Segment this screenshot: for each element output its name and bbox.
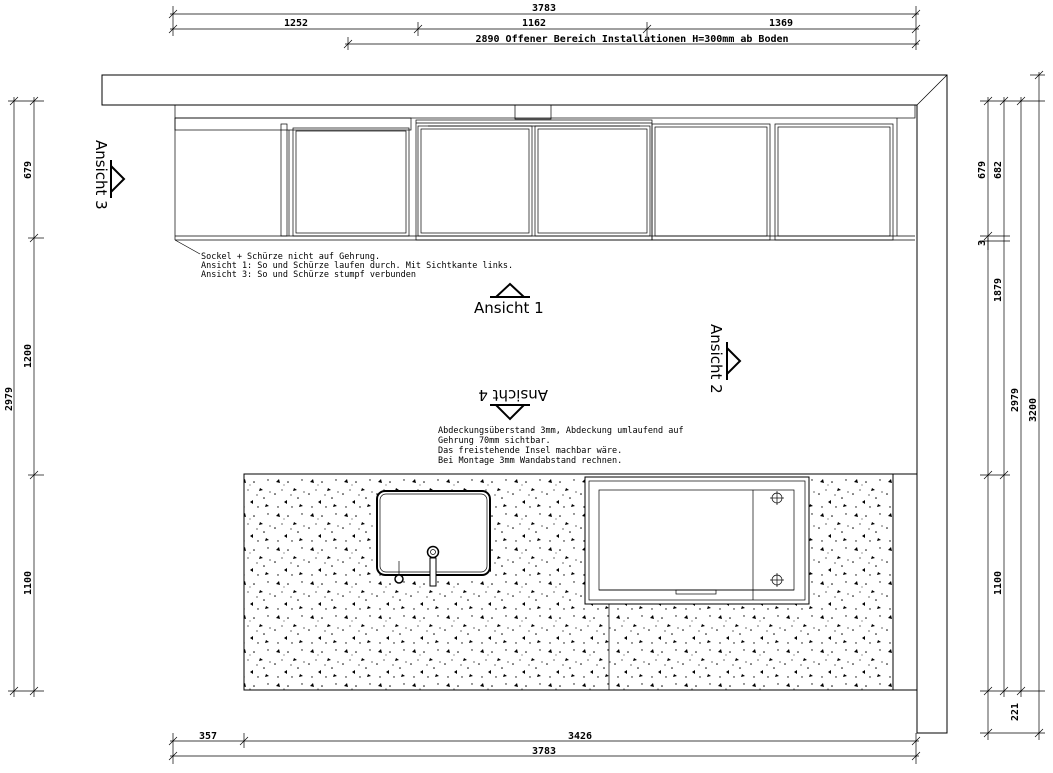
top-dimensions xyxy=(169,3,920,50)
dim-bottom-total: 3783 xyxy=(531,746,557,757)
island-counter xyxy=(244,474,917,690)
cabinet-top-rail xyxy=(175,105,915,118)
notes xyxy=(201,252,684,466)
dim-bottom-seg2: 3426 xyxy=(567,731,593,742)
dim-top-seg3: 1369 xyxy=(768,18,794,29)
view-label-ansicht4: Ansicht 4 xyxy=(478,386,548,404)
dim-left-middle: 1200 xyxy=(23,343,34,369)
dim-right-d: 1879 xyxy=(993,277,1004,303)
dim-left-lower: 1100 xyxy=(23,570,34,596)
cabinet-door-2 xyxy=(418,126,532,236)
faucet-icon xyxy=(428,547,439,558)
dim-right-e: 2979 xyxy=(1010,387,1021,413)
dim-bottom-seg1: 357 xyxy=(198,731,218,742)
note-abdeckung-1: Abdeckungsüberstand 3mm, Abdeckung umlaufend auf xyxy=(438,426,684,436)
dim-left-upper: 679 xyxy=(23,160,34,180)
cabinet-door-4 xyxy=(652,124,770,240)
dim-top-installation: 2890 Offener Bereich Installationen H=300mm ab Boden xyxy=(475,34,789,45)
note-sockel-3: Ansicht 3: So und Schürze stumpf verbunden xyxy=(201,270,416,280)
wall-corner-miter xyxy=(917,75,947,105)
dim-right-b: 682 xyxy=(993,160,1004,180)
hood-vent xyxy=(515,105,551,119)
view-arrow-4 xyxy=(496,405,524,419)
view-label-ansicht3: Ansicht 3 xyxy=(92,140,110,210)
view-arrow-2 xyxy=(727,348,740,374)
dim-left-total: 2979 xyxy=(4,386,15,412)
cabinet-door-3 xyxy=(535,126,650,236)
dim-top-seg2: 1162 xyxy=(521,18,547,29)
cabinet-door-5 xyxy=(775,124,893,240)
left-dimensions xyxy=(4,97,44,697)
note-sockel-2: Ansicht 1: So und Schürze laufen durch. Mit Sichtkante links. xyxy=(201,261,514,271)
bottom-dimensions xyxy=(169,731,920,764)
cabinet-block-2 xyxy=(416,120,652,240)
right-dimensions xyxy=(977,71,1045,740)
dim-top-total: 3783 xyxy=(531,3,557,14)
dim-right-h: 221 xyxy=(1010,702,1021,722)
view-arrow-3 xyxy=(111,166,124,192)
wall-cabinet-row xyxy=(175,105,915,254)
dim-right-f: 3200 xyxy=(1028,397,1039,423)
dim-right-g: 1100 xyxy=(993,570,1004,596)
view-arrow-1 xyxy=(496,284,524,297)
note-abdeckung-4: Bei Montage 3mm Wandabstand rechnen. xyxy=(438,456,623,466)
dim-right-c: 3 xyxy=(977,239,988,247)
cabinet-door-1 xyxy=(293,128,409,236)
view-label-ansicht2: Ansicht 2 xyxy=(707,324,725,394)
drain-icon xyxy=(395,575,403,583)
cabinet-side-panel xyxy=(281,124,287,236)
note-abdeckung-3: Das freistehende Insel machbar wäre. xyxy=(438,446,623,456)
dim-right-a: 679 xyxy=(977,160,988,180)
dim-top-seg1: 1252 xyxy=(283,18,309,29)
note-abdeckung-2: Gehrung 70mm sichtbar. xyxy=(438,436,551,446)
view-label-ansicht1: Ansicht 1 xyxy=(474,299,544,317)
note-sockel-1: Sockel + Schürze nicht auf Gehrung. xyxy=(201,252,381,262)
